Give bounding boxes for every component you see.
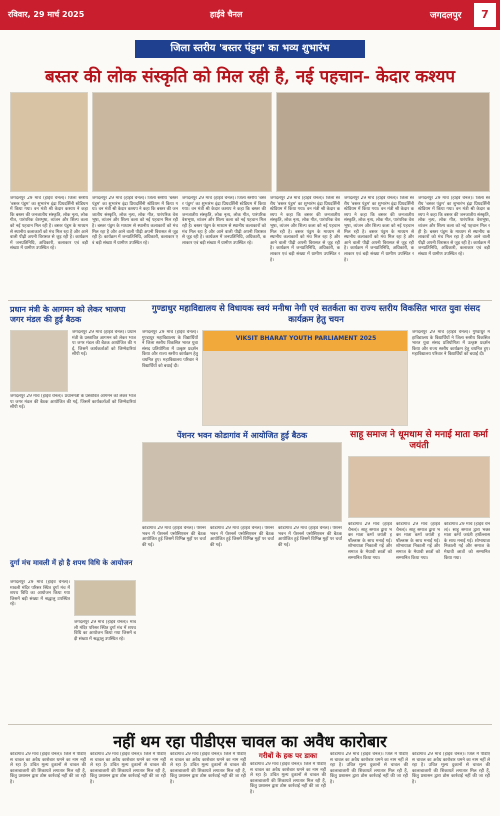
pds-body-col1: कोंडागांव 29 मार्च (हाईवे चैनल)। जिले में पीडीएस चावल का अवैध कारोबार थमने का नाम नहीं ले रहा है। उचित मूल्य दुकानों से चावल की कालाबाजारी की शिकायतें लगातार मिल रही हैं, किंतु प्रशासन द्वारा ठोस कार्रवाई नहीं की जा रही है। bbox=[10, 752, 86, 785]
lead-body-col6: जगदलपुर 29 मार्च (हाईवे चैनल)। जिला स्तरीय 'बस्तर पंडुम' का शुभारंभ इंद्रा प्रियदर्शिनी स्टेडियम में किया गया। वन मंत्री श्री केदार कश्यप ने कहा कि बस्तर की जनजातीय संस्कृति, लोक नृत्य, लोक गीत, पारंपरिक वेशभूषा, व्यंजन और शिल्प कला को नई पहचान मिल रही है। बस्तर पंडुम के माध्यम से स्थानीय कलाकारों को मंच मिल रहा है और आने वाली पीढ़ी अपनी विरासत से जुड़ रही है। कार्यक्रम में जनप्रतिनिधि, अधिकारी, कलाकार एवं बड़ी संख्या में ग्रामीण उपस्थित रहे। bbox=[418, 196, 490, 257]
sahu-photo bbox=[348, 456, 490, 518]
pensioner-body-col3: कोंडागांव 29 मार्च (हाईवे चैनल)। पेंशनर भवन में पेंशनर्स एसोसिएशन की बैठक आयोजित हुई जिसमें विभिन्न मुद्दों पर चर्चा की गई। bbox=[278, 526, 342, 548]
edition-city: जगदलपुर bbox=[430, 11, 462, 21]
lead-body-col3: जगदलपुर 29 मार्च (हाईवे चैनल)। जिला स्तरीय 'बस्तर पंडुम' का शुभारंभ इंद्रा प्रियदर्शिनी स्टेडियम में किया गया। वन मंत्री श्री केदार कश्यप ने कहा कि बस्तर की जनजातीय संस्कृति, लोक नृत्य, लोक गीत, पारंपरिक वेशभूषा, व्यंजन और शिल्प कला को नई पहचान मिल रही है। बस्तर पंडुम के माध्यम से स्थानीय कलाकारों को मंच मिल रहा है और आने वाली पीढ़ी अपनी विरासत से जुड़ रही है। कार्यक्रम में जनप्रतिनिधि, अधिकारी, कलाकार एवं बड़ी संख्या में ग्रामीण उपस्थित रहे। bbox=[182, 196, 266, 246]
pds-body-col2: कोंडागांव 29 मार्च (हाईवे चैनल)। जिले में पीडीएस चावल का अवैध कारोबार थमने का नाम नहीं ले रहा है। उचित मूल्य दुकानों से चावल की कालाबाजारी की शिकायतें लगातार मिल रही हैं, किंतु प्रशासन द्वारा ठोस कार्रवाई नहीं की जा रही है। bbox=[90, 752, 166, 785]
pds-body-col4: कोंडागांव 29 मार्च (हाईवे चैनल)। जिले में पीडीएस चावल का अवैध कारोबार थमने का नाम नहीं ले रहा है। उचित मूल्य दुकानों से चावल की कालाबाजारी की शिकायतें लगातार मिल रही हैं, किंतु प्रशासन द्वारा ठोस कार्रवाई नहीं की जा रही है। bbox=[250, 762, 326, 795]
sahu-headline: साहू समाज ने धूमधाम से मनाई माता कर्मा जयंती bbox=[350, 430, 488, 451]
sahu-body-col1: कोंडागांव 29 मार्च (हाईवे चैनल)। साहू समाज द्वारा भक्त माता कर्मा जयंती हर्षोल्लास के साथ मनाई गई। शोभायात्रा निकाली गई और समाज के मेधावी छात्रों को सम्मानित किया गया। bbox=[348, 522, 392, 561]
pds-body-col6: कोंडागांव 29 मार्च (हाईवे चैनल)। जिले में पीडीएस चावल का अवैध कारोबार थमने का नाम नहीं ले रहा है। उचित मूल्य दुकानों से चावल की कालाबाजारी की शिकायतें लगातार मिल रही हैं, किंतु प्रशासन द्वारा ठोस कार्रवाई नहीं की जा रही है। bbox=[412, 752, 490, 785]
pm-meeting-body: जगदलपुर 29 मार्च (हाईवे चैनल)। प्रधानमंत्री के प्रस्तावित आगमन को लेकर भाजपा जगर मंडल की बैठक आयोजित की गई, जिसमें कार्यकर्ताओं को जिम्मेदारियां सौंपी गईं। bbox=[72, 330, 136, 358]
lead-body-col1: जगदलपुर 29 मार्च (हाईवे चैनल)। जिला स्तरीय 'बस्तर पंडुम' का शुभारंभ इंद्रा प्रियदर्शिनी स्टेडियम में किया गया। वन मंत्री श्री केदार कश्यप ने कहा कि बस्तर की जनजातीय संस्कृति, लोक नृत्य, लोक गीत, पारंपरिक वेशभूषा, व्यंजन और शिल्प कला को नई पहचान मिल रही है। बस्तर पंडुम के माध्यम से स्थानीय कलाकारों को मंच मिल रहा है और आने वाली पीढ़ी अपनी विरासत से जुड़ रही है। कार्यक्रम में जनप्रतिनिधि, अधिकारी, कलाकार एवं बड़ी संख्या में ग्रामीण उपस्थित रहे। bbox=[10, 196, 88, 252]
youth-parliament-headline: गुण्डाधुर महाविद्यालय से विधायक स्वयं मनीषा नेगी एवं सतर्कता का राज्य स्तरीय विकसित भारत युवा संसद कार्यक्रम हेतु चयन bbox=[151, 304, 481, 325]
sahu-body-col3: कोंडागांव 29 मार्च (हाईवे चैनल)। साहू समाज द्वारा भक्त माता कर्मा जयंती हर्षोल्लास के साथ मनाई गई। शोभायात्रा निकाली गई और समाज के मेधावी छात्रों को सम्मानित किया गया। bbox=[444, 522, 490, 561]
youth-parliament-banner: VIKSIT BHARAT YOUTH PARLIAMENT 2025 bbox=[235, 335, 377, 342]
lead-body-col5: जगदलपुर 29 मार्च (हाईवे चैनल)। जिला स्तरीय 'बस्तर पंडुम' का शुभारंभ इंद्रा प्रियदर्शिनी स्टेडियम में किया गया। वन मंत्री श्री केदार कश्यप ने कहा कि बस्तर की जनजातीय संस्कृति, लोक नृत्य, लोक गीत, पारंपरिक वेशभूषा, व्यंजन और शिल्प कला को नई पहचान मिल रही है। बस्तर पंडुम के माध्यम से स्थानीय कलाकारों को मंच मिल रहा है और आने वाली पीढ़ी अपनी विरासत से जुड़ रही है। कार्यक्रम में जनप्रतिनिधि, अधिकारी, कलाकार एवं बड़ी संख्या में ग्रामीण उपस्थित रहे। bbox=[344, 196, 414, 263]
pm-meeting-photo bbox=[10, 330, 68, 392]
lead-body-col2: जगदलपुर 29 मार्च (हाईवे चैनल)। जिला स्तरीय 'बस्तर पंडुम' का शुभारंभ इंद्रा प्रियदर्शिनी स्टेडियम में किया गया। वन मंत्री श्री केदार कश्यप ने कहा कि बस्तर की जनजातीय संस्कृति, लोक नृत्य, लोक गीत, पारंपरिक वेशभूषा, व्यंजन और शिल्प कला को नई पहचान मिल रही है। बस्तर पंडुम के माध्यम से स्थानीय कलाकारों को मंच मिल रहा है और आने वाली पीढ़ी अपनी विरासत से जुड़ रही है। कार्यक्रम में जनप्रतिनिधि, अधिकारी, कलाकार एवं बड़ी संख्या में ग्रामीण उपस्थित रहे। bbox=[92, 196, 178, 246]
newspaper-name: हाईवे चैनल bbox=[210, 10, 243, 19]
youth-parliament-body-col1: जगदलपुर 29 मार्च (हाईवे चैनल)। गुण्डाधुर महाविद्यालय के विद्यार्थियों ने जिला स्तरीय विकसित भारत युवा संसद प्रतियोगिता में उत्कृष्ट प्रदर्शन किया और राज्य स्तरीय कार्यक्रम हेतु चयनित हुए। महाविद्यालय परिवार ने विद्यार्थियों को बधाई दी। bbox=[142, 330, 198, 369]
pm-meeting-body-cont: जगदलपुर 29 मार्च (हाईवे चैनल)। प्रधानमंत्री के प्रस्तावित आगमन को लेकर भाजपा जगर मंडल की बैठक आयोजित की गई, जिसमें कार्यकर्ताओं को जिम्मेदारियां सौंपी गईं। bbox=[10, 394, 136, 411]
lead-photo-ritual bbox=[10, 92, 88, 192]
durga-photo bbox=[74, 580, 136, 616]
durga-body-col1: जगदलपुर 29 मार्च (हाईवे चैनल)। मावली मंदिर परिसर स्थित दुर्गा मंच में शपथ विधि का आयोजन किया गया जिसमें बड़ी संख्या में श्रद्धालु उपस्थित रहे। bbox=[10, 580, 70, 608]
youth-parliament-body-col2: जगदलपुर 29 मार्च (हाईवे चैनल)। गुण्डाधुर महाविद्यालय के विद्यार्थियों ने जिला स्तरीय विकसित भारत युवा संसद प्रतियोगिता में उत्कृष्ट प्रदर्शन किया और राज्य स्तरीय कार्यक्रम हेतु चयनित हुए। महाविद्यालय परिवार ने विद्यार्थियों को बधाई दी। bbox=[412, 330, 490, 358]
lead-headline: बस्तर की लोक संस्कृति को मिल रही है, नई पहचान- केदार कश्यप bbox=[44, 67, 456, 87]
masthead bbox=[0, 0, 500, 30]
durga-body-col2: जगदलपुर 29 मार्च (हाईवे चैनल)। मावली मंदिर परिसर स्थित दुर्गा मंच में शपथ विधि का आयोजन किया गया जिसमें बड़ी संख्या में श्रद्धालु उपस्थित रहे। bbox=[74, 620, 136, 642]
pensioner-headline: पेंशनर भवन कोडागांव में आयोजित हुई बैठक bbox=[176, 430, 308, 440]
pds-body-col3: कोंडागांव 29 मार्च (हाईवे चैनल)। जिले में पीडीएस चावल का अवैध कारोबार थमने का नाम नहीं ले रहा है। उचित मूल्य दुकानों से चावल की कालाबाजारी की शिकायतें लगातार मिल रही हैं, किंतु प्रशासन द्वारा ठोस कार्रवाई नहीं की जा रही है। bbox=[170, 752, 246, 785]
pds-body-col5: कोंडागांव 29 मार्च (हाईवे चैनल)। जिले में पीडीएस चावल का अवैध कारोबार थमने का नाम नहीं ले रहा है। उचित मूल्य दुकानों से चावल की कालाबाजारी की शिकायतें लगातार मिल रही हैं, किंतु प्रशासन द्वारा ठोस कार्रवाई नहीं की जा रही है। bbox=[330, 752, 408, 785]
page-number: 7 bbox=[474, 3, 496, 27]
pensioner-body-col2: कोंडागांव 29 मार्च (हाईवे चैनल)। पेंशनर भवन में पेंशनर्स एसोसिएशन की बैठक आयोजित हुई जिसमें विभिन्न मुद्दों पर चर्चा की गई। bbox=[210, 526, 274, 548]
pm-meeting-headline: प्रधान मंत्री के आगमन को लेकर भाजपा जगर मंडल की हुई बैठक bbox=[10, 304, 126, 324]
issue-date: रविवार, 29 मार्च 2025 bbox=[8, 10, 85, 19]
section-divider bbox=[8, 300, 492, 301]
lead-photo-performance bbox=[276, 92, 490, 192]
sahu-body-col2: कोंडागांव 29 मार्च (हाईवे चैनल)। साहू समाज द्वारा भक्त माता कर्मा जयंती हर्षोल्लास के साथ मनाई गई। शोभायात्रा निकाली गई और समाज के मेधावी छात्रों को सम्मानित किया गया। bbox=[396, 522, 440, 561]
lead-photo-stage bbox=[92, 92, 272, 192]
pensioner-body-col1: कोंडागांव 29 मार्च (हाईवे चैनल)। पेंशनर भवन में पेंशनर्स एसोसिएशन की बैठक आयोजित हुई जिसमें विभिन्न मुद्दों पर चर्चा की गई। bbox=[142, 526, 206, 548]
pds-subhead: गरीबों के हक पर डाका bbox=[258, 752, 318, 760]
durga-headline: दुर्गा मंच मावली में हो है शपथ विधि के आयोजन bbox=[10, 558, 133, 567]
pensioner-photo bbox=[142, 442, 342, 522]
pds-headline: नहीं थम रहा पीडीएस चावल का अवैध कारोबार bbox=[113, 732, 387, 751]
youth-parliament-photo bbox=[202, 330, 408, 426]
lead-kicker: जिला स्तरीय 'बस्तर पंडुम' का भव्य शुभारंभ bbox=[135, 40, 365, 58]
bottom-divider bbox=[8, 724, 492, 725]
lead-body-col4: जगदलपुर 29 मार्च (हाईवे चैनल)। जिला स्तरीय 'बस्तर पंडुम' का शुभारंभ इंद्रा प्रियदर्शिनी स्टेडियम में किया गया। वन मंत्री श्री केदार कश्यप ने कहा कि बस्तर की जनजातीय संस्कृति, लोक नृत्य, लोक गीत, पारंपरिक वेशभूषा, व्यंजन और शिल्प कला को नई पहचान मिल रही है। बस्तर पंडुम के माध्यम से स्थानीय कलाकारों को मंच मिल रहा है और आने वाली पीढ़ी अपनी विरासत से जुड़ रही है। कार्यक्रम में जनप्रतिनिधि, अधिकारी, कलाकार एवं बड़ी संख्या में ग्रामीण उपस्थित रहे। bbox=[270, 196, 340, 263]
